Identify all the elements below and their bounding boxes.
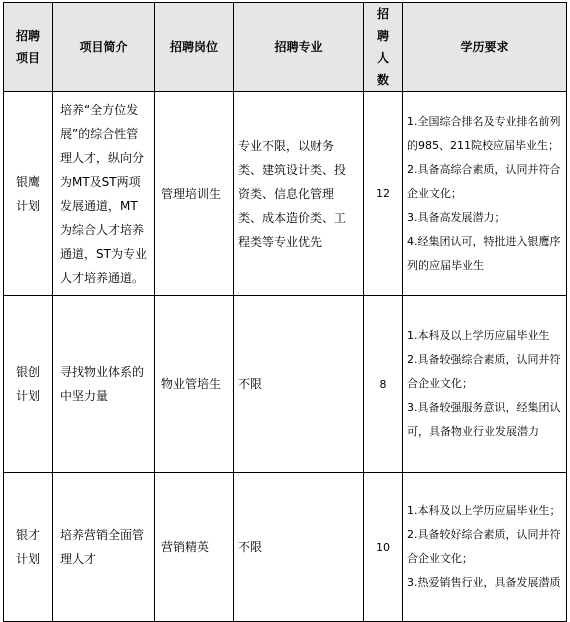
project-name: 银才计划 bbox=[16, 528, 41, 566]
header-count bbox=[364, 3, 403, 92]
major-cell bbox=[234, 92, 364, 296]
count-cell bbox=[364, 473, 403, 622]
header-project-text: 招聘项目 bbox=[16, 29, 41, 65]
header-major-text: 招聘专业 bbox=[274, 40, 323, 54]
post-name: 管理培训生 bbox=[161, 186, 222, 201]
post-cell bbox=[155, 92, 234, 296]
hire-count: 12 bbox=[376, 187, 390, 200]
header-project bbox=[4, 3, 53, 92]
project-intro: 培养营销全面管理人才 bbox=[60, 528, 145, 566]
major-text: 专业不限，以财务类、建筑设计类、投资类、信息化管理类、成本造价类、工程类等专业优先 bbox=[238, 138, 347, 249]
post-name: 营销精英 bbox=[161, 540, 210, 554]
requirement-item: 3.具备较强服务意识，经集团认可，具备物业行业发展潜力 bbox=[407, 401, 561, 438]
hire-count: 8 bbox=[379, 377, 387, 391]
post-cell bbox=[155, 296, 234, 473]
header-count-text: 招聘人数 bbox=[376, 7, 389, 87]
major-text: 不限 bbox=[238, 540, 263, 554]
requirement-item: 3.具备高发展潜力； bbox=[407, 210, 506, 224]
requirement-item: 1.全国综合排名及专业排名前列的985、211院校应届毕业生； bbox=[407, 114, 561, 152]
recruitment-table bbox=[3, 2, 567, 622]
intro-cell bbox=[53, 473, 155, 622]
header-intro bbox=[53, 3, 155, 92]
post-cell bbox=[155, 473, 234, 622]
post-name: 物业管培生 bbox=[161, 377, 222, 391]
major-cell bbox=[234, 473, 364, 622]
requirement-item: 3.热爱销售行业，具备发展潜质 bbox=[407, 576, 561, 589]
project-cell bbox=[4, 92, 53, 296]
table-row bbox=[4, 296, 567, 473]
header-requirements bbox=[403, 3, 567, 92]
requirements-cell bbox=[403, 473, 567, 622]
table-row bbox=[4, 473, 567, 622]
requirements-cell bbox=[403, 296, 567, 473]
hire-count: 10 bbox=[376, 540, 390, 554]
project-cell bbox=[4, 473, 53, 622]
requirements-cell bbox=[403, 92, 567, 296]
table-row bbox=[4, 92, 567, 296]
requirement-item: 2.具备较强综合素质，认同并符合企业文化； bbox=[407, 353, 561, 390]
project-cell bbox=[4, 296, 53, 473]
requirement-item: 1.本科及以上学历应届毕业生 bbox=[407, 329, 550, 342]
project-intro: 寻找物业体系的中坚力量 bbox=[60, 365, 145, 403]
header-requirements-text: 学历要求 bbox=[460, 40, 509, 54]
count-cell bbox=[364, 296, 403, 473]
count-cell bbox=[364, 92, 403, 296]
major-cell bbox=[234, 296, 364, 473]
project-name: 银鹰计划 bbox=[16, 174, 41, 213]
project-name: 银创计划 bbox=[16, 365, 41, 403]
requirement-item: 4.经集团认可，特批进入银鹰序列的应届毕业生 bbox=[407, 234, 561, 272]
intro-cell bbox=[53, 296, 155, 473]
header-major bbox=[234, 3, 364, 92]
requirement-item: 1.本科及以上学历应届毕业生； bbox=[407, 504, 561, 517]
header-post-text: 招聘岗位 bbox=[169, 40, 218, 54]
table-header-row bbox=[4, 3, 567, 92]
intro-cell bbox=[53, 92, 155, 296]
major-text: 不限 bbox=[238, 377, 263, 391]
header-post bbox=[155, 3, 234, 92]
requirement-item: 2.具备高综合素质，认同并符合企业文化； bbox=[407, 162, 561, 200]
project-intro: 培养“全方位发展”的综合性管理人才，纵向分为MT及ST两项发展通道，MT为综合人才培养通道，ST为专业人才培养通道。 bbox=[60, 102, 147, 285]
header-intro-text: 项目简介 bbox=[79, 40, 128, 54]
requirement-item: 2.具备较好综合素质，认同并符合企业文化； bbox=[407, 528, 561, 565]
